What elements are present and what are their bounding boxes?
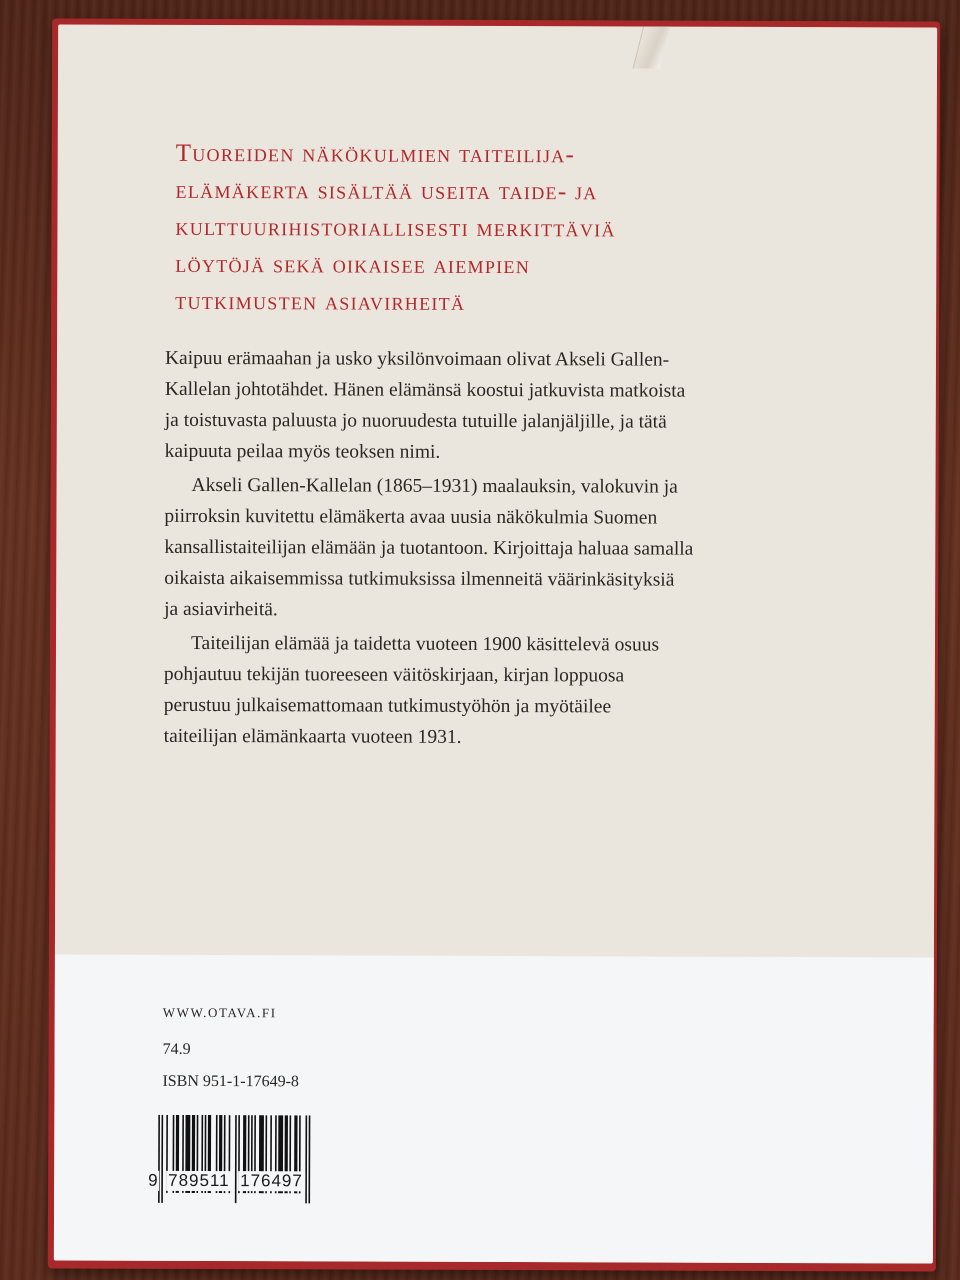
publisher-info bbox=[162, 1005, 299, 1091]
description-line: ja toistuvasta paluusta jo nuoruudesta tutuille jalanjäljille, ja tätä bbox=[164, 409, 667, 433]
description-line: kansallistaiteilijan elämään ja tuotantoon. Kirjoittaja haluaa samalla bbox=[164, 536, 694, 560]
blurb-line: tutkimusten asiavirheitä bbox=[175, 287, 466, 316]
description-line: oikaista aikaisemmissa tutkimuksissa ilmenneitä väärinkäsityksiä bbox=[164, 567, 675, 591]
classification-code: 74.9 bbox=[162, 1040, 191, 1058]
description-line: taiteilijan elämänkaarta vuoteen 1931. bbox=[163, 725, 462, 748]
barcode-group-1: 789511 bbox=[166, 1171, 232, 1191]
description-line: Kallelan johtotähdet. Hänen elämänsä koostui jatkuvista matkoista bbox=[164, 378, 686, 402]
book bbox=[48, 18, 940, 1271]
back-cover bbox=[54, 24, 937, 1263]
barcode-lead-digit: 9 bbox=[146, 1171, 160, 1191]
description-line: Kaipuu erämaahan ja usko yksilönvoimaan olivat Akseli Gallen- bbox=[164, 347, 670, 371]
description-line: ja asiavirheitä. bbox=[164, 598, 278, 621]
white-band bbox=[54, 954, 934, 1263]
blurb-line: elämäkerta sisältää useita taide- ja bbox=[175, 176, 598, 206]
description-line: Akseli Gallen-Kallelan (1865–1931) maalauksin, valokuvin ja bbox=[191, 474, 678, 498]
barcode-group-2: 176497 bbox=[238, 1171, 305, 1191]
description bbox=[164, 343, 775, 754]
blurb-line: Tuoreiden näkökulmien taiteilija- bbox=[175, 139, 576, 169]
blurb-line: kulttuurihistoriallisesti merkittäviä bbox=[175, 213, 616, 243]
blurb-heading bbox=[175, 135, 736, 322]
description-line: kaipuuta peilaa myös teoksen nimi. bbox=[164, 440, 441, 463]
blurb-line: löytöjä sekä oikaisee aiempien bbox=[175, 250, 531, 280]
isbn: ISBN 951-1-17649-8 bbox=[162, 1072, 299, 1091]
publisher-website: WWW.OTAVA.FI bbox=[162, 1004, 277, 1021]
cover-tear bbox=[633, 25, 671, 69]
description-line: perustuu julkaisemattomaan tutkimustyöhön ja myötäilee bbox=[163, 694, 612, 718]
description-line: piirroksin kuvitettu elämäkerta avaa uusia näkökulmia Suomen bbox=[164, 505, 658, 529]
barcode-digits bbox=[146, 1171, 326, 1198]
description-line: pohjautuu tekijän tuoreeseen väitöskirjaan, kirjan loppuosa bbox=[163, 663, 625, 687]
description-line: Taiteilijan elämää ja taidetta vuoteen 1900 käsittelevä osuus bbox=[190, 632, 660, 656]
